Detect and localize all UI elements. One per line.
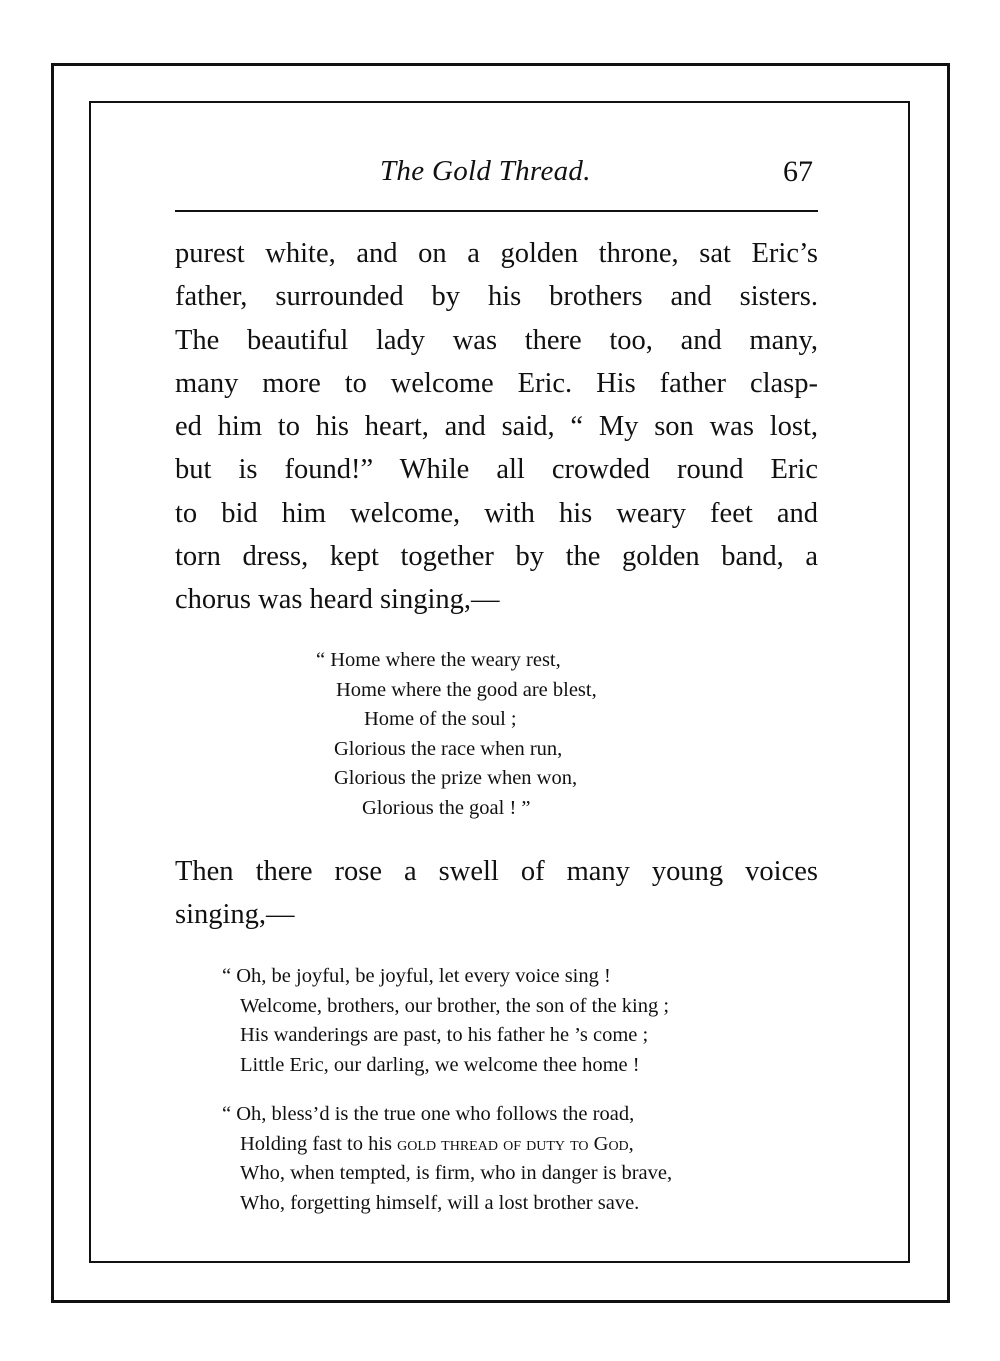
paragraph-2 (175, 850, 818, 937)
text-line: many more to welcome Eric. His father clasp- (175, 367, 818, 399)
text-line: father, surrounded by his brothers and sisters. (175, 281, 818, 313)
header-rule (175, 210, 818, 212)
small-caps-phrase: gold thread of duty to God, (397, 1132, 634, 1155)
text-line: Then there rose a swell of many young voices (175, 856, 818, 887)
verse-line: “ Oh, bless’d is the true one who follows the road, (222, 1103, 635, 1125)
verse-line: Welcome, brothers, our brother, the son of the king ; (240, 994, 670, 1017)
text-line: torn dress, kept together by the golden band, a (175, 541, 818, 573)
text-line: chorus was heard singing,— (175, 584, 500, 616)
verse-line: Glorious the prize when won, (334, 767, 578, 789)
verse-line (222, 1130, 672, 1160)
text-line: ed him to his heart, and said, “ My son was lost, (175, 411, 818, 443)
verse-line: “ Oh, be joyful, be joyful, let every voice sing ! (222, 965, 611, 987)
page-number: 67 (783, 155, 813, 188)
text-line: but is found!” While all crowded round Eric (175, 454, 818, 486)
verse-line: Glorious the race when run, (334, 737, 563, 760)
verse-line: His wanderings are past, to his father he ’s come ; (240, 1024, 649, 1047)
verse-line: “ Home where the weary rest, (316, 649, 561, 671)
text-line: purest white, and on a golden throne, sat Eric’s (175, 238, 818, 269)
verse-1 (316, 646, 597, 823)
verse-line: Home of the soul ; (364, 708, 517, 730)
verse-line: Home where the good are blest, (336, 678, 597, 701)
verse-2 (222, 962, 669, 1081)
verse-line: Glorious the goal ! ” (362, 796, 531, 819)
verse-line: Little Eric, our darling, we welcome thee home ! (240, 1054, 640, 1077)
text-line: to bid him welcome, with his weary feet and (175, 497, 818, 529)
running-title: The Gold Thread. (380, 155, 591, 187)
verse-line: Who, forgetting himself, will a lost brother save. (240, 1192, 640, 1215)
text-line: The beautiful lady was there too, and many, (175, 324, 818, 356)
text-line: singing,— (175, 899, 295, 931)
paragraph-1 (175, 232, 818, 622)
verse-line: Who, when tempted, is firm, who in danger is brave, (240, 1162, 673, 1185)
verse-3 (222, 1100, 672, 1219)
verse-text: Holding fast to his (240, 1132, 398, 1155)
